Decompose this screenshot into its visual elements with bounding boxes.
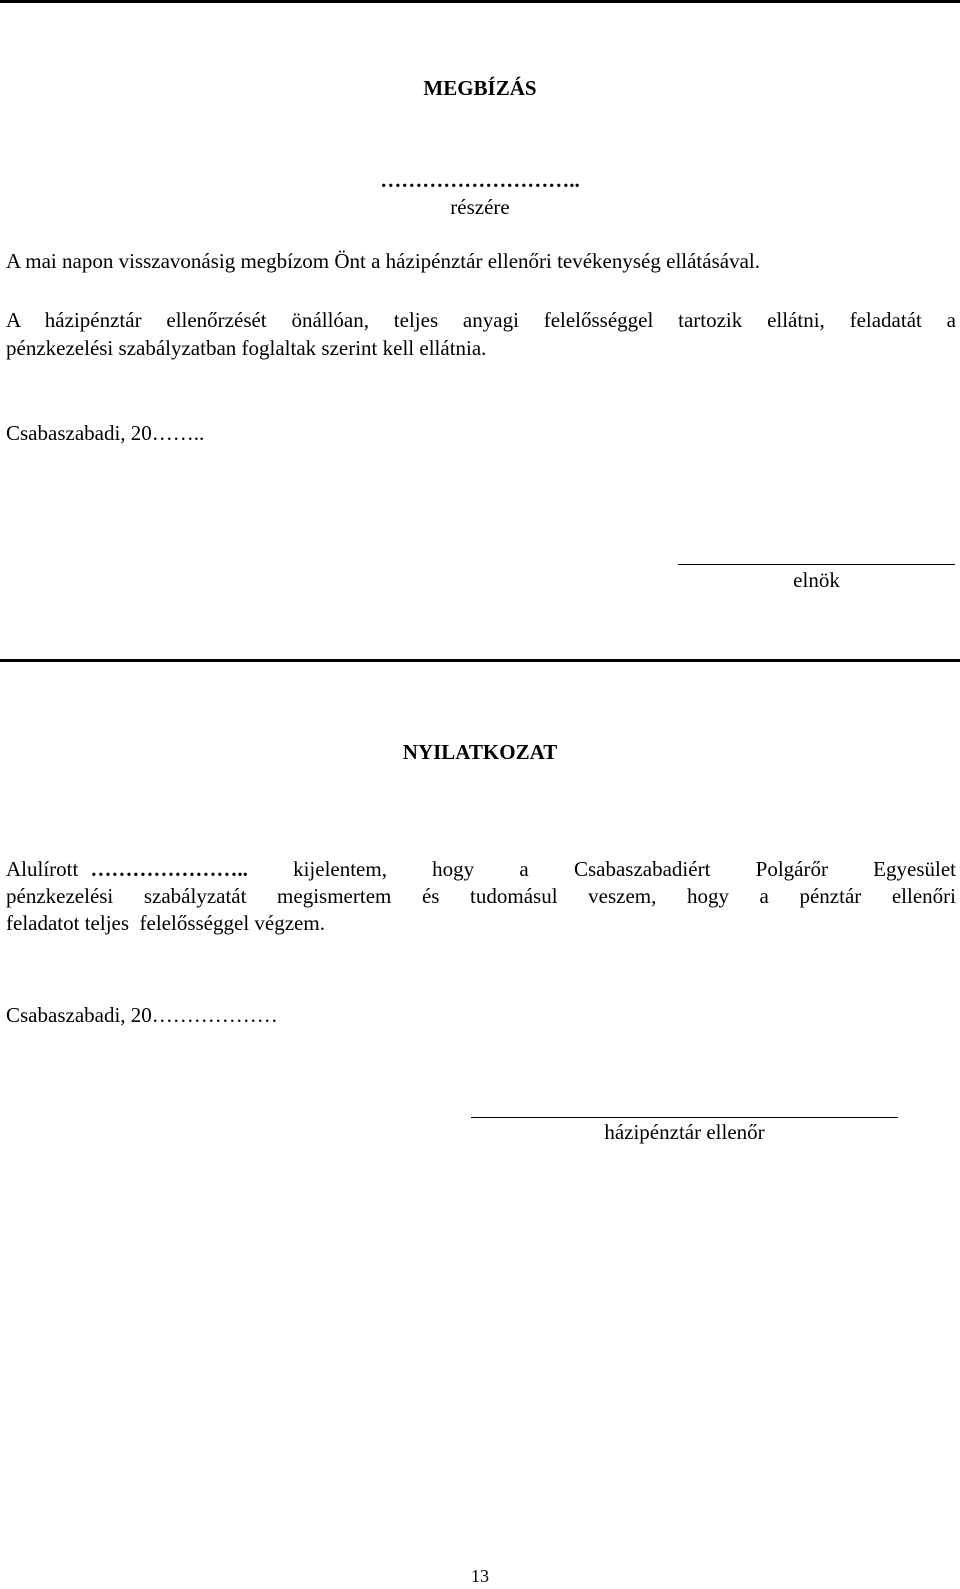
nyilatkozat-line-3: feladatot teljes felelősséggel végzem. <box>6 911 325 935</box>
page-number: 13 <box>471 1566 489 1586</box>
nyilatkozat-line-2: pénzkezelési szabályzatát megismertem és tudomásul veszem, hogy a pénztár ellenőri <box>6 884 956 908</box>
megbizas-paragraph-1: A mai napon visszavonásig megbízom Önt a házipénztár ellenőri tevékenység ellátásával. <box>6 249 760 273</box>
alulirott-label: Alulírott <box>6 857 79 881</box>
megbizas-paragraph-2-line-1: A házipénztár ellenőrzését önállóan, teljes anyagi felelősséggel tartozik ellátni, feladatát a <box>6 308 956 332</box>
name-dots: ………………….. <box>90 857 248 881</box>
section-divider <box>0 659 960 662</box>
nyilatkozat-place-date: Csabaszabadi, 20……………… <box>6 1003 278 1027</box>
recipient-label: részére <box>450 195 510 219</box>
megbizas-place-date: Csabaszabadi, 20…….. <box>6 421 205 445</box>
megbizas-paragraph-2-line-2: pénzkezelési szabályzatban foglaltak szerint kell ellátnia. <box>6 336 487 360</box>
top-border-line <box>0 0 960 3</box>
ellenor-signature-label: házipénztár ellenőr <box>604 1120 765 1144</box>
recipient-dots: ……………………….. <box>380 168 580 192</box>
nyilatkozat-line-1 <box>6 857 956 882</box>
ellenor-signature-line <box>471 1117 898 1118</box>
elnok-signature-label: elnök <box>793 568 840 592</box>
nyilatkozat-title: NYILATKOZAT <box>402 740 558 764</box>
nyilatkozat-line-1-rest: kijelentem, hogy a Csabaszabadiért Polgárőr Egyesület <box>247 857 956 881</box>
megbizas-title: MEGBÍZÁS <box>423 76 537 100</box>
elnok-signature-line <box>678 564 955 565</box>
